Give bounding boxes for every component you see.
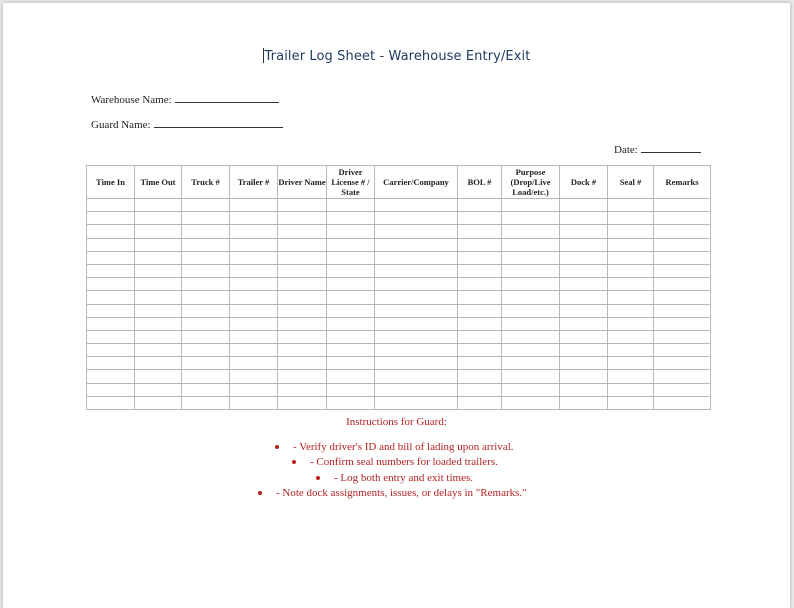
table-cell[interactable]	[278, 199, 327, 212]
table-cell[interactable]	[375, 225, 458, 238]
table-cell[interactable]	[278, 317, 327, 330]
table-cell[interactable]	[230, 278, 278, 291]
table-cell[interactable]	[278, 357, 327, 370]
table-cell[interactable]	[458, 317, 502, 330]
table-cell[interactable]	[375, 291, 458, 304]
table-cell[interactable]	[375, 370, 458, 383]
table-cell[interactable]	[560, 330, 608, 343]
table-row	[87, 330, 711, 343]
table-cell[interactable]	[87, 370, 135, 383]
table-cell[interactable]	[560, 225, 608, 238]
guard-name-label: Guard Name:	[91, 119, 151, 131]
table-cell[interactable]	[502, 317, 560, 330]
table-cell[interactable]	[458, 278, 502, 291]
table-cell[interactable]	[502, 238, 560, 251]
table-cell[interactable]	[278, 225, 327, 238]
col-header-purpose: Purpose (Drop/Live Load/etc.)	[502, 166, 560, 199]
table-cell[interactable]	[327, 317, 375, 330]
table-cell[interactable]	[182, 238, 230, 251]
table-cell[interactable]	[327, 199, 375, 212]
table-cell[interactable]	[278, 278, 327, 291]
table-cell[interactable]	[135, 304, 182, 317]
table-cell[interactable]	[278, 251, 327, 264]
table-cell[interactable]	[230, 264, 278, 277]
text-cursor	[263, 48, 264, 63]
table-cell[interactable]	[87, 278, 135, 291]
date-blank[interactable]	[641, 142, 701, 153]
guard-name-blank[interactable]	[154, 117, 283, 128]
warehouse-name-label: Warehouse Name:	[91, 94, 172, 106]
table-row	[87, 225, 711, 238]
table-cell[interactable]	[135, 396, 182, 409]
col-header-time-in: Time In	[87, 166, 135, 199]
table-cell[interactable]	[182, 330, 230, 343]
table-cell[interactable]	[375, 357, 458, 370]
instruction-text: - Note dock assignments, issues, or delays in "Remarks."	[276, 487, 527, 499]
table-cell[interactable]	[230, 317, 278, 330]
instruction-item	[258, 487, 527, 499]
table-cell[interactable]	[327, 278, 375, 291]
col-header-trailer: Trailer #	[230, 166, 278, 199]
table-cell[interactable]	[135, 317, 182, 330]
table-cell[interactable]	[654, 199, 711, 212]
table-cell[interactable]	[230, 225, 278, 238]
table-cell[interactable]	[87, 291, 135, 304]
table-cell[interactable]	[608, 251, 654, 264]
table-row	[87, 264, 711, 277]
table-cell[interactable]	[654, 291, 711, 304]
table-cell[interactable]	[327, 212, 375, 225]
table-cell[interactable]	[87, 225, 135, 238]
table-cell[interactable]	[278, 330, 327, 343]
table-row	[87, 344, 711, 357]
table-cell[interactable]	[560, 278, 608, 291]
table-cell[interactable]	[230, 238, 278, 251]
table-cell[interactable]	[327, 291, 375, 304]
table-cell[interactable]	[230, 396, 278, 409]
table-cell[interactable]	[458, 251, 502, 264]
table-cell[interactable]	[560, 238, 608, 251]
table-row	[87, 251, 711, 264]
table-cell[interactable]	[135, 264, 182, 277]
table-cell[interactable]	[230, 199, 278, 212]
instruction-item	[316, 472, 473, 484]
table-cell[interactable]	[182, 317, 230, 330]
table-cell[interactable]	[87, 396, 135, 409]
table-cell[interactable]	[327, 251, 375, 264]
col-header-seal: Seal #	[608, 166, 654, 199]
table-row	[87, 317, 711, 330]
table-cell[interactable]	[458, 330, 502, 343]
table-cell[interactable]	[502, 396, 560, 409]
table-cell[interactable]	[560, 304, 608, 317]
table-cell[interactable]	[608, 291, 654, 304]
table-cell[interactable]	[654, 370, 711, 383]
col-header-remarks: Remarks	[654, 166, 711, 199]
table-cell[interactable]	[502, 330, 560, 343]
table-cell[interactable]	[502, 225, 560, 238]
table-cell[interactable]	[230, 212, 278, 225]
instruction-text: - Verify driver's ID and bill of lading upon arrival.	[293, 441, 514, 453]
table-cell[interactable]	[182, 357, 230, 370]
table-cell[interactable]	[502, 212, 560, 225]
table-cell[interactable]	[502, 251, 560, 264]
table-cell[interactable]	[135, 344, 182, 357]
table-cell[interactable]	[654, 264, 711, 277]
table-cell[interactable]	[182, 251, 230, 264]
table-cell[interactable]	[327, 264, 375, 277]
table-cell[interactable]	[654, 212, 711, 225]
table-row	[87, 396, 711, 409]
table-cell[interactable]	[135, 330, 182, 343]
table-cell[interactable]	[135, 212, 182, 225]
table-row	[87, 370, 711, 383]
table-body	[87, 199, 711, 410]
table-cell[interactable]	[654, 344, 711, 357]
table-cell[interactable]	[458, 291, 502, 304]
table-cell[interactable]	[560, 264, 608, 277]
table-cell[interactable]	[87, 212, 135, 225]
table-row	[87, 291, 711, 304]
table-cell[interactable]	[182, 225, 230, 238]
table-cell[interactable]	[135, 225, 182, 238]
table-cell[interactable]	[560, 383, 608, 396]
table-cell[interactable]	[502, 291, 560, 304]
table-cell[interactable]	[327, 383, 375, 396]
document-page	[3, 3, 790, 608]
table-header-row	[87, 166, 711, 199]
instruction-item	[292, 456, 498, 468]
instruction-text: - Log both entry and exit times.	[334, 472, 473, 484]
table-cell[interactable]	[608, 357, 654, 370]
table-cell[interactable]	[654, 278, 711, 291]
table-cell[interactable]	[278, 238, 327, 251]
col-header-driver-license: Driver License # / State	[327, 166, 375, 199]
table-cell[interactable]	[608, 238, 654, 251]
table-cell[interactable]	[327, 304, 375, 317]
table-cell[interactable]	[560, 317, 608, 330]
table-cell[interactable]	[327, 330, 375, 343]
table-cell[interactable]	[458, 383, 502, 396]
table-cell[interactable]	[135, 238, 182, 251]
table-cell[interactable]	[182, 383, 230, 396]
table-row	[87, 304, 711, 317]
table-cell[interactable]	[327, 225, 375, 238]
table-cell[interactable]	[654, 357, 711, 370]
table-cell[interactable]	[560, 357, 608, 370]
table-row	[87, 199, 711, 212]
table-cell[interactable]	[230, 370, 278, 383]
table-cell[interactable]	[182, 199, 230, 212]
date-label: Date:	[614, 144, 638, 156]
col-header-bol: BOL #	[458, 166, 502, 199]
table-cell[interactable]	[87, 317, 135, 330]
table-cell[interactable]	[375, 396, 458, 409]
table-cell[interactable]	[182, 370, 230, 383]
table-cell[interactable]	[230, 357, 278, 370]
table-cell[interactable]	[375, 278, 458, 291]
table-cell[interactable]	[458, 344, 502, 357]
table-cell[interactable]	[458, 357, 502, 370]
table-cell[interactable]	[502, 264, 560, 277]
instruction-item	[275, 441, 514, 453]
table-cell[interactable]	[502, 370, 560, 383]
table-cell[interactable]	[458, 370, 502, 383]
table-cell[interactable]	[458, 225, 502, 238]
table-cell[interactable]	[278, 291, 327, 304]
table-cell[interactable]	[135, 278, 182, 291]
table-cell[interactable]	[375, 383, 458, 396]
table-cell[interactable]	[560, 212, 608, 225]
table-cell[interactable]	[458, 238, 502, 251]
table-cell[interactable]	[375, 199, 458, 212]
table-cell[interactable]	[87, 383, 135, 396]
col-header-dock: Dock #	[560, 166, 608, 199]
table-cell[interactable]	[375, 344, 458, 357]
table-cell[interactable]	[654, 225, 711, 238]
table-cell[interactable]	[608, 264, 654, 277]
table-cell[interactable]	[502, 199, 560, 212]
table-cell[interactable]	[608, 344, 654, 357]
table-cell[interactable]	[182, 344, 230, 357]
table-cell[interactable]	[327, 357, 375, 370]
table-cell[interactable]	[135, 291, 182, 304]
table-cell[interactable]	[502, 357, 560, 370]
warehouse-name-blank[interactable]	[175, 92, 279, 103]
bullet-icon	[316, 476, 320, 480]
table-cell[interactable]	[560, 396, 608, 409]
table-cell[interactable]	[458, 304, 502, 317]
table-cell[interactable]	[135, 357, 182, 370]
table-cell[interactable]	[278, 212, 327, 225]
col-header-driver-name: Driver Name	[278, 166, 327, 199]
table-cell[interactable]	[327, 344, 375, 357]
table-cell[interactable]	[182, 396, 230, 409]
table-cell[interactable]	[375, 251, 458, 264]
table-cell[interactable]	[87, 238, 135, 251]
page-title-text: Trailer Log Sheet - Warehouse Entry/Exit	[264, 49, 531, 64]
table-cell[interactable]	[608, 199, 654, 212]
table-cell[interactable]	[654, 251, 711, 264]
table-cell[interactable]	[87, 199, 135, 212]
table-cell[interactable]	[230, 291, 278, 304]
table-cell[interactable]	[458, 199, 502, 212]
table-cell[interactable]	[654, 317, 711, 330]
table-cell[interactable]	[608, 383, 654, 396]
trailer-log-table	[86, 165, 711, 410]
table-cell[interactable]	[608, 278, 654, 291]
table-cell[interactable]	[560, 251, 608, 264]
table-cell[interactable]	[278, 370, 327, 383]
table-cell[interactable]	[182, 212, 230, 225]
table-cell[interactable]	[654, 238, 711, 251]
table-row	[87, 212, 711, 225]
table-cell[interactable]	[458, 212, 502, 225]
table-cell[interactable]	[87, 330, 135, 343]
table-cell[interactable]	[87, 304, 135, 317]
table-cell[interactable]	[502, 304, 560, 317]
table-cell[interactable]	[375, 317, 458, 330]
table-cell[interactable]	[87, 344, 135, 357]
table-cell[interactable]	[278, 304, 327, 317]
table-cell[interactable]	[87, 251, 135, 264]
table-row	[87, 238, 711, 251]
table-cell[interactable]	[654, 304, 711, 317]
col-header-truck: Truck #	[182, 166, 230, 199]
table-cell[interactable]	[375, 212, 458, 225]
table-cell[interactable]	[458, 396, 502, 409]
col-header-carrier: Carrier/Company	[375, 166, 458, 199]
guard-name-field[interactable]	[91, 117, 283, 131]
table-cell[interactable]	[135, 199, 182, 212]
table-cell[interactable]	[560, 199, 608, 212]
table-cell[interactable]	[502, 344, 560, 357]
table-cell[interactable]	[560, 370, 608, 383]
table-cell[interactable]	[502, 383, 560, 396]
table-cell[interactable]	[135, 370, 182, 383]
page-title	[3, 48, 790, 64]
table-row	[87, 357, 711, 370]
table-cell[interactable]	[608, 330, 654, 343]
table-cell[interactable]	[654, 383, 711, 396]
table-cell[interactable]	[230, 330, 278, 343]
table-row	[87, 278, 711, 291]
table-cell[interactable]	[230, 251, 278, 264]
table-cell[interactable]	[87, 264, 135, 277]
table-cell[interactable]	[375, 330, 458, 343]
table-cell[interactable]	[87, 357, 135, 370]
table-cell[interactable]	[458, 264, 502, 277]
table-cell[interactable]	[560, 291, 608, 304]
table-cell[interactable]	[327, 370, 375, 383]
table-cell[interactable]	[608, 396, 654, 409]
instruction-text: - Confirm seal numbers for loaded trailers.	[310, 456, 498, 468]
table-cell[interactable]	[654, 396, 711, 409]
table-cell[interactable]	[182, 291, 230, 304]
table-cell[interactable]	[560, 344, 608, 357]
table-cell[interactable]	[230, 344, 278, 357]
table-cell[interactable]	[608, 317, 654, 330]
table-cell[interactable]	[375, 264, 458, 277]
table-cell[interactable]	[654, 330, 711, 343]
col-header-time-out: Time Out	[135, 166, 182, 199]
table-cell[interactable]	[230, 383, 278, 396]
table-cell[interactable]	[608, 225, 654, 238]
table-cell[interactable]	[135, 383, 182, 396]
table-cell[interactable]	[608, 370, 654, 383]
table-row	[87, 383, 711, 396]
table-cell[interactable]	[608, 304, 654, 317]
table-cell[interactable]	[135, 251, 182, 264]
bullet-icon	[258, 491, 262, 495]
table-cell[interactable]	[278, 264, 327, 277]
table-cell[interactable]	[502, 278, 560, 291]
table-cell[interactable]	[327, 396, 375, 409]
table-cell[interactable]	[278, 383, 327, 396]
table-cell[interactable]	[230, 304, 278, 317]
instructions-title: Instructions for Guard:	[346, 416, 447, 428]
bullet-icon	[292, 460, 296, 464]
table-cell[interactable]	[608, 212, 654, 225]
warehouse-name-field[interactable]	[91, 92, 279, 106]
bullet-icon	[275, 445, 279, 449]
table-cell[interactable]	[278, 344, 327, 357]
table-cell[interactable]	[375, 238, 458, 251]
table-cell[interactable]	[278, 396, 327, 409]
date-field[interactable]	[614, 142, 701, 156]
table-cell[interactable]	[182, 278, 230, 291]
table-cell[interactable]	[375, 304, 458, 317]
table-cell[interactable]	[182, 264, 230, 277]
table-cell[interactable]	[327, 238, 375, 251]
table-cell[interactable]	[182, 304, 230, 317]
